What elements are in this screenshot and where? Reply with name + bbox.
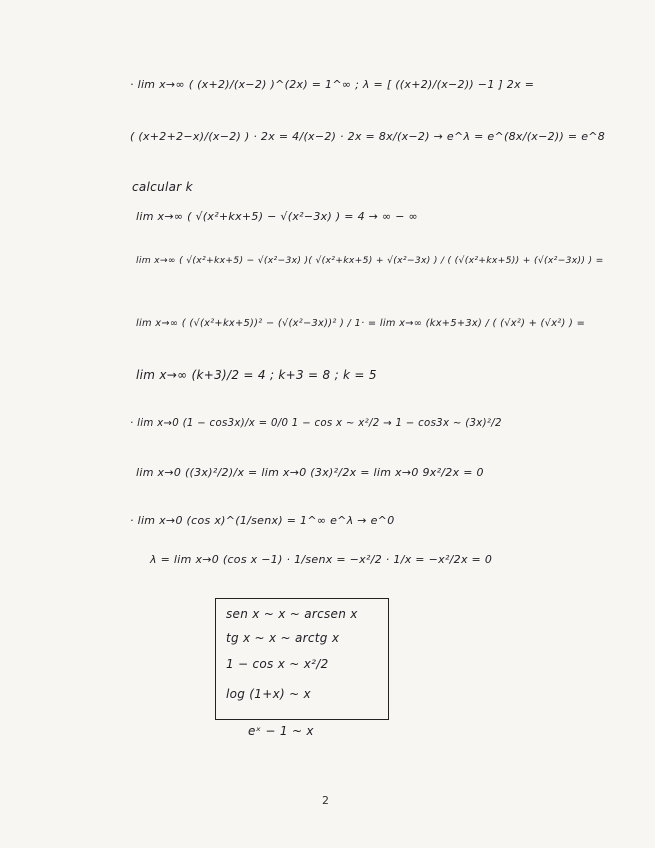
limit-1-expression: · lim x→∞ ( (x+2)/(x−2) )^(2x) = 1^∞ ; λ = [ ((x+2)/(x−2)) −1 ] 2x =: [130, 78, 535, 91]
limit-2-statement: lim x→∞ ( √(x²+kx+5) − √(x²−3x) ) = 4 → ∞ − ∞: [136, 210, 419, 223]
limit-3-solution: lim x→0 ((3x)²/2)/x = lim x→0 (3x)²/2x = lim x→0 9x²/2x = 0: [136, 466, 484, 479]
limit-2-conjugate-step: lim x→∞ ( √(x²+kx+5) − √(x²−3x) )( √(x²+kx+5) + √(x²−3x) ) / ( (√(x²+kx+5)) + (√(x²−3x)) ) =: [136, 255, 604, 266]
limit-3-expression: · lim x→0 (1 − cos3x)/x = 0/0 1 − cos x ~ x²/2 → 1 − cos3x ~ (3x)²/2: [130, 418, 502, 429]
limit-4-expression: · lim x→0 (cos x)^(1/senx) = 1^∞ e^λ → e^0: [130, 514, 395, 527]
equivalence-exp: eˣ − 1 ~ x: [248, 724, 314, 738]
page-number: 2: [322, 794, 329, 807]
calcular-k-heading: calcular k: [132, 180, 193, 194]
equivalence-sen: sen x ~ x ~ arcsen x: [226, 607, 358, 621]
limit-2-squared-step: lim x→∞ ( (√(x²+kx+5))² − (√(x²−3x))² ) / 1· = lim x→∞ (kx+5+3x) / ( (√x²) + (√x²) ) =: [136, 318, 586, 329]
limit-1-continuation: ( (x+2+2−x)/(x−2) ) · 2x = 4/(x−2) · 2x = 8x/(x−2) → e^λ = e^(8x/(x−2)) = e^8: [130, 130, 606, 143]
equivalence-tg: tg x ~ x ~ arctg x: [226, 631, 340, 645]
limit-4-lambda: λ = lim x→0 (cos x −1) · 1/senx = −x²/2 · 1/x = −x²/2x = 0: [150, 553, 493, 566]
equivalences-box: [215, 598, 389, 720]
limit-2-result: lim x→∞ (k+3)/2 = 4 ; k+3 = 8 ; k = 5: [136, 368, 377, 382]
equivalence-log: log (1+x) ~ x: [226, 687, 311, 701]
equivalence-cos: 1 − cos x ~ x²/2: [226, 657, 329, 671]
